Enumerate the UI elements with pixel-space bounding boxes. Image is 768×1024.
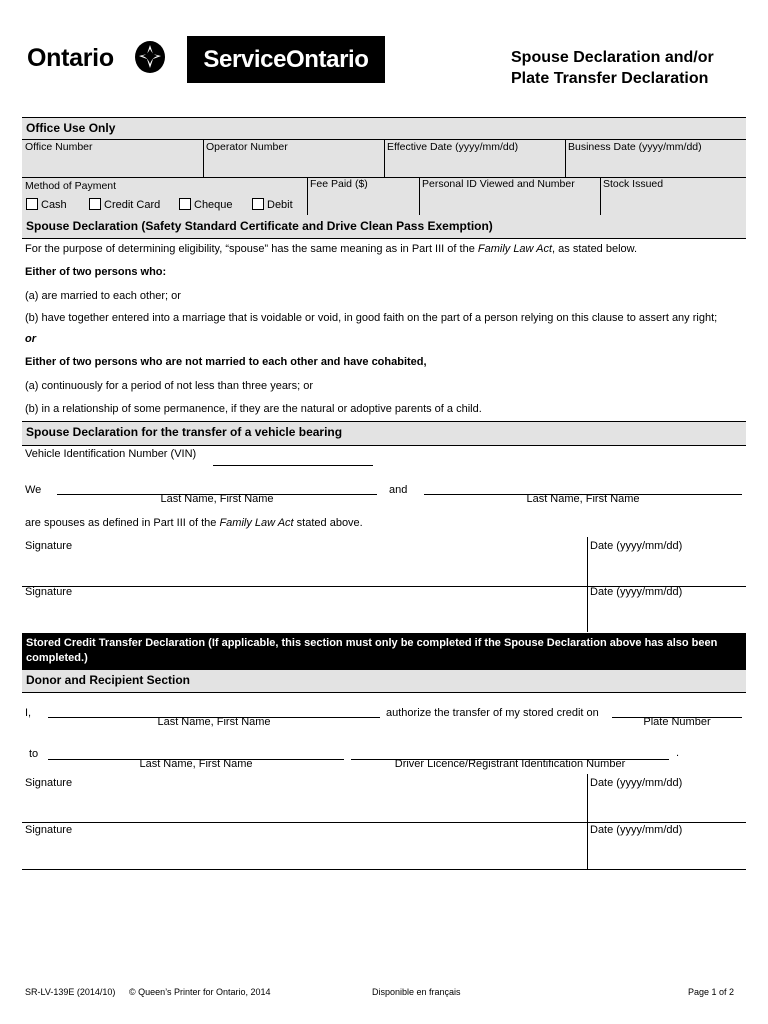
signature-field-2[interactable] [22,587,587,632]
donor-signature-field-2[interactable] [22,823,587,869]
spouses-text-end: stated above. [293,517,363,529]
authorize-text: authorize the transfer of my stored credit on [386,707,599,719]
we-label: We [25,484,42,496]
spouses-defined [25,517,363,529]
donor-recipient-title: Donor and Recipient Section [26,673,191,687]
date-field-1[interactable] [588,537,746,586]
stock-issued-field[interactable]: Stock Issued [603,178,664,190]
i-label: I, [25,707,32,719]
method-of-payment-label: Method of Payment [25,180,117,192]
stored-credit-banner: Stored Credit Transfer Declaration (If applicable, this section must only be completed if the Spouse Declaration above has also been completed.) [22,633,746,670]
french-available: Disponible en français [372,987,461,997]
business-date-field[interactable]: Business Date (yyyy/mm/dd) [568,141,702,153]
payment-option-credit-card[interactable] [89,198,160,211]
form-title [511,47,751,89]
spouse2-name-caption: Last Name, First Name [526,493,640,505]
credit-card-label: Credit Card [104,199,161,211]
signature-label-2: Signature [25,586,73,598]
intro-act-name: Family Law Act [477,243,553,255]
form-title-line2: Plate Transfer Declaration [511,70,709,87]
clause-a-continuously: (a) continuously for a period of not less than three years; or [25,380,313,392]
credit-card-checkbox[interactable] [89,198,101,210]
or-label: or [25,333,36,345]
date-field-2[interactable] [588,587,746,632]
form-title-line1: Spouse Declaration and/or [511,49,714,66]
intro-text: For the purpose of determining eligibility, “spouse” has the same meaning as in Part III of the [25,243,478,255]
donor-date-label-1: Date (yyyy/mm/dd) [590,777,683,789]
spouses-text: are spouses as defined in Part III of the [25,517,220,529]
trillium-logo-icon [134,40,166,74]
date-label-1: Date (yyyy/mm/dd) [590,540,683,552]
cash-checkbox[interactable] [26,198,38,210]
debit-label: Debit [267,199,293,211]
vehicle-transfer-title: Spouse Declaration for the transfer of a vehicle bearing [26,425,343,439]
ontario-wordmark: Ontario [27,44,114,72]
copyright: © Queen’s Printer for Ontario, 2014 [129,987,271,997]
cheque-checkbox[interactable] [179,198,191,210]
donor-date-field-1[interactable] [588,774,746,822]
spouse-declaration-title: Spouse Declaration (Safety Standard Certificate and Drive Clean Pass Exemption) [26,219,493,233]
either-two-persons: Either of two persons who: [25,266,167,278]
effective-date-field[interactable]: Effective Date (yyyy/mm/dd) [387,141,519,153]
donor-signature-label-1: Signature [25,777,73,789]
recipient-name-caption: Last Name, First Name [139,758,253,770]
date-label-2: Date (yyyy/mm/dd) [590,586,683,598]
donor-date-label-2: Date (yyyy/mm/dd) [590,824,683,836]
operator-number-field[interactable]: Operator Number [206,141,288,153]
donor-signature-field-1[interactable] [22,774,587,822]
vin-label: Vehicle Identification Number (VIN) [25,448,197,460]
office-number-field[interactable]: Office Number [25,141,93,153]
office-use-title: Office Use Only [26,121,116,135]
signature-label-1: Signature [25,540,73,552]
donor-signature-label-2: Signature [25,824,73,836]
spouse1-name-caption: Last Name, First Name [160,493,274,505]
to-label: to [29,748,39,760]
vin-input[interactable] [213,465,373,466]
cheque-label: Cheque [194,199,233,211]
signature-field-1[interactable] [22,537,587,586]
spouses-act-name: Family Law Act [219,517,294,529]
clause-a-married: (a) are married to each other; or [25,290,181,302]
driver-licence-caption: Driver Licence/Registrant Identification Number [394,758,626,770]
form-code: SR-LV-139E (2014/10) [25,987,116,997]
service-ontario-logo: ServiceOntario [187,36,385,83]
payment-option-cheque[interactable] [179,198,233,211]
donor-date-field-2[interactable] [588,823,746,869]
personal-id-field[interactable]: Personal ID Viewed and Number [422,178,575,190]
period-mark: . [676,747,680,759]
payment-option-debit[interactable] [252,198,293,211]
fee-paid-field[interactable]: Fee Paid ($) [310,178,368,190]
cash-label: Cash [41,199,67,211]
clause-b-voidable: (b) have together entered into a marriage that is voidable or void, in good faith on the part of a person relying on this clause to assert any right; [25,312,718,324]
payment-option-cash[interactable] [26,198,67,211]
debit-checkbox[interactable] [252,198,264,210]
either-not-married: Either of two persons who are not married to each other and have cohabited, [25,356,427,368]
clause-b-relationship: (b) in a relationship of some permanence, if they are the natural or adoptive parents of a child. [25,403,482,415]
page-number: Page 1 of 2 [688,987,735,997]
and-label: and [389,484,408,496]
donor-name-caption: Last Name, First Name [157,716,271,728]
intro-text-end: , as stated below. [552,243,638,255]
spouse-intro [25,243,637,255]
plate-number-caption: Plate Number [643,716,711,728]
